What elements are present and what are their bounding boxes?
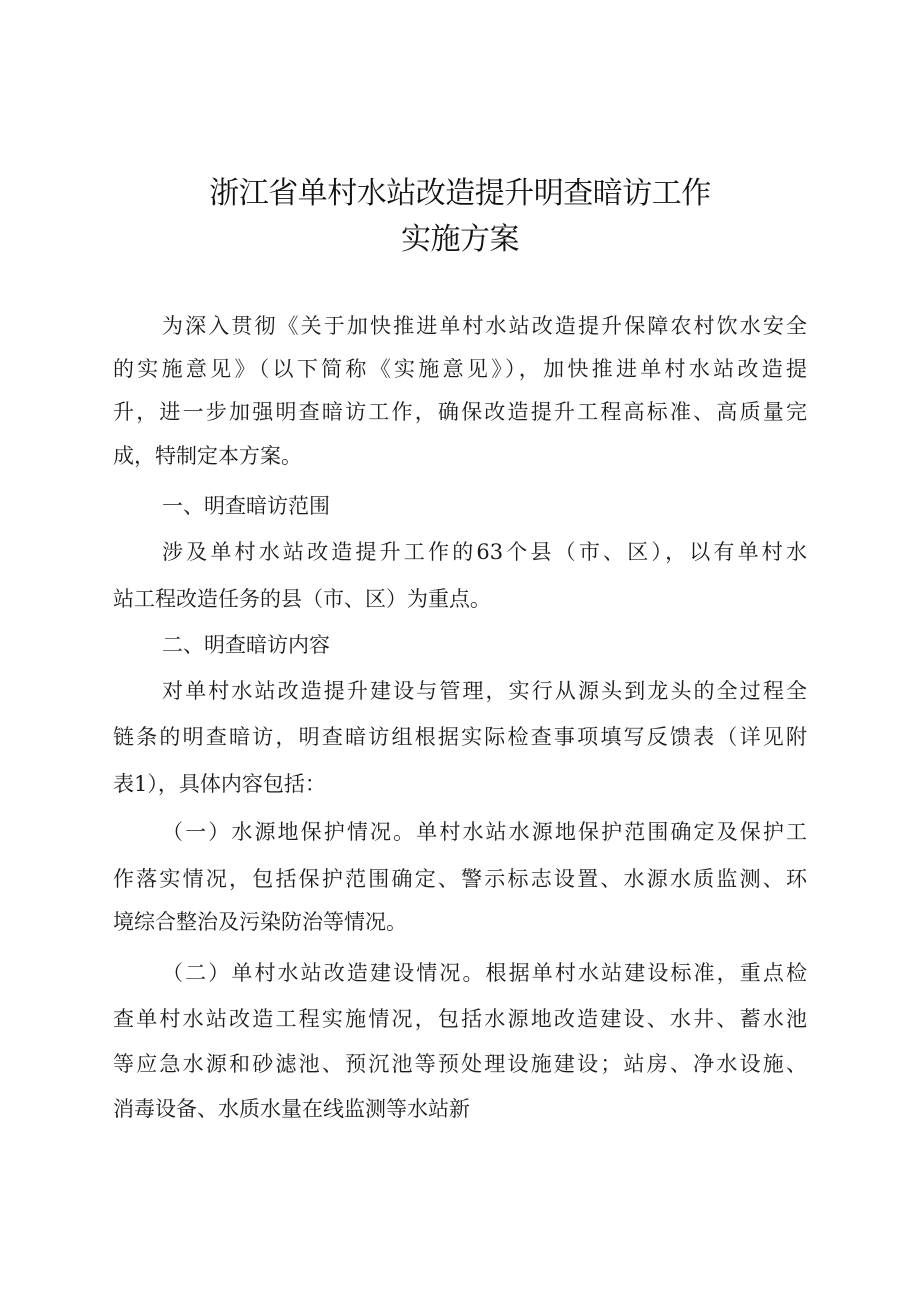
paragraph-line: 境综合整治及污染防治等情况。 bbox=[113, 910, 407, 934]
paragraph-line: 消毒设备、水质水量在线监测等水站新 bbox=[113, 1097, 470, 1121]
paragraph-line: 查单村水站改造工程实施情况，包括水源地改造建设、水井、蓄水池 bbox=[113, 1007, 807, 1031]
document-title-line-2: 实施方案 bbox=[401, 222, 519, 257]
paragraph-line: 表1），具体内容包括： bbox=[113, 772, 326, 796]
paragraph-line: （一）水源地保护情况。单村水站水源地保护范围确定及保护工 bbox=[162, 820, 807, 844]
document-title-line-1: 浙江省单村水站改造提升明查暗访工作 bbox=[209, 176, 711, 211]
paragraph-line: 的实施意见》（以下简称《实施意见》），加快推进单村水站改造提 bbox=[113, 357, 807, 381]
paragraph-line: （二）单村水站改造建设情况。根据单村水站建设标准，重点检 bbox=[162, 961, 807, 985]
paragraph-line: 升，进一步加强明查暗访工作，确保改造提升工程高标准、高质量完 bbox=[113, 400, 807, 424]
section-heading: 二、明查暗访内容 bbox=[162, 633, 330, 657]
paragraph-line: 为深入贯彻《关于加快推进单村水站改造提升保障农村饮水安全 bbox=[162, 314, 807, 338]
paragraph-line: 站工程改造任务的县（市、区）为重点。 bbox=[113, 587, 491, 611]
paragraph-line: 涉及单村水站改造提升工作的63个县（市、区），以有单村水 bbox=[162, 540, 807, 564]
paragraph-line: 对单村水站改造提升建设与管理，实行从源头到龙头的全过程全 bbox=[162, 679, 807, 703]
section-heading: 一、明查暗访范围 bbox=[162, 494, 330, 518]
paragraph-line: 链条的明查暗访，明查暗访组根据实际检查事项填写反馈表（详见附 bbox=[113, 725, 807, 749]
paragraph-line: 作落实情况，包括保护范围确定、警示标志设置、水源水质监测、环 bbox=[113, 867, 807, 891]
paragraph-line: 成，特制定本方案。 bbox=[113, 444, 302, 468]
paragraph-line: 等应急水源和砂滤池、预沉池等预处理设施建设；站房、净水设施、 bbox=[113, 1052, 807, 1076]
